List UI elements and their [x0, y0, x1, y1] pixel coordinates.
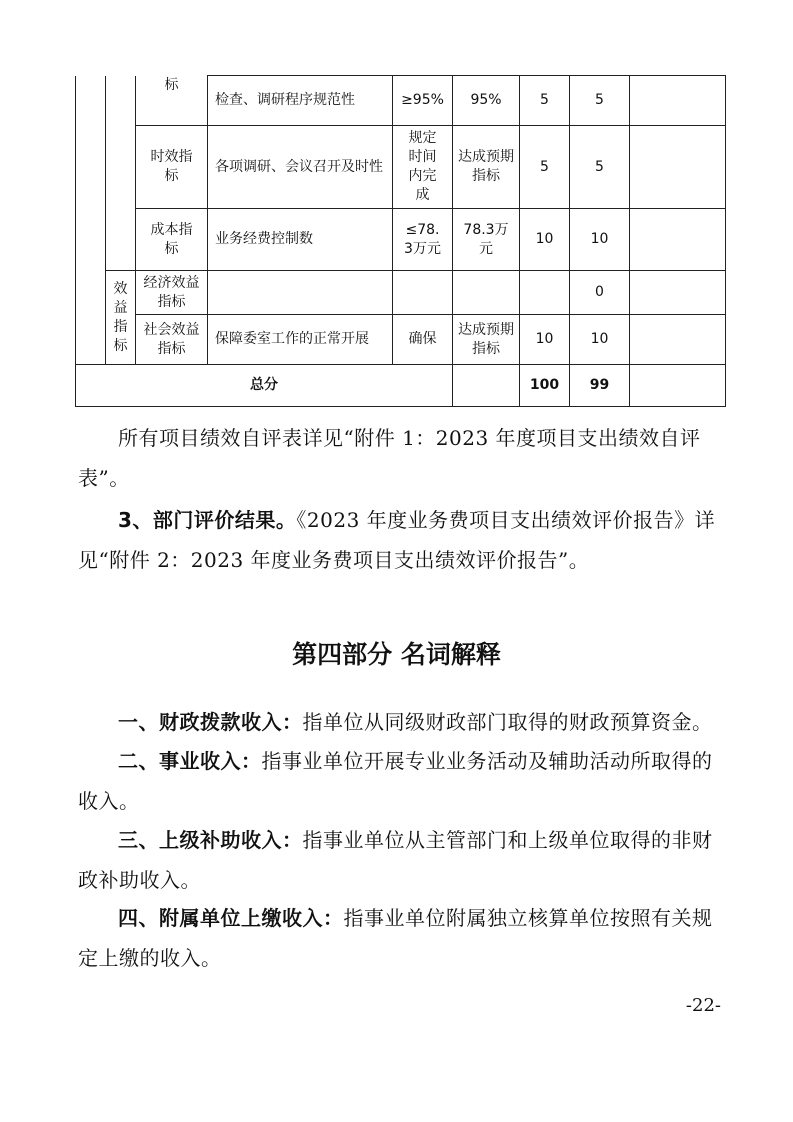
evaluation-result-paragraph	[78, 500, 718, 580]
table-cell	[630, 76, 726, 126]
table-cell: 成本指标	[136, 209, 208, 271]
definition-text: 指事业单位开展专业业务活动及辅助活动所取得的收入。	[78, 749, 713, 813]
total-row	[76, 365, 726, 407]
table-cell: 10	[570, 315, 630, 365]
table-cell	[520, 271, 570, 315]
table-cell: 时效指标	[136, 126, 208, 209]
table-row	[76, 126, 726, 209]
table-row	[76, 315, 726, 365]
table-cell	[630, 126, 726, 209]
table-row	[76, 76, 726, 126]
definition-text: 指事业单位附属独立核算单位按照有关规定上缴的收入。	[78, 906, 713, 970]
definition-text: 指事业单位从主管部门和上级单位取得的非财政补助收入。	[78, 828, 713, 892]
table-cell	[630, 271, 726, 315]
table-cell	[630, 315, 726, 365]
total-label: 总分	[76, 365, 453, 407]
table-cell: 规定时间内完成	[393, 126, 453, 209]
table-cell	[630, 209, 726, 271]
table-cell: ≤78.3万元	[393, 209, 453, 271]
table-row	[76, 209, 726, 271]
table-cell: 5	[520, 126, 570, 209]
table-cell: 业务经费控制数	[208, 209, 393, 271]
table-row	[76, 271, 726, 315]
table-cell: 10	[570, 209, 630, 271]
table-cell: 95%	[453, 76, 520, 126]
page-number: -22-	[685, 995, 721, 1016]
table-cell	[393, 271, 453, 315]
table-cell	[76, 76, 106, 365]
definition-text: 指单位从同级财政部门取得的财政预算资金。	[302, 710, 713, 734]
table-cell: ≥95%	[393, 76, 453, 126]
table-cell: 效益指标	[106, 271, 136, 365]
definition-item	[78, 820, 718, 900]
table-cell	[630, 365, 726, 407]
performance-table	[75, 75, 726, 407]
definition-term: 三、上级补助收入：	[118, 828, 303, 852]
table-cell	[453, 271, 520, 315]
definition-term: 二、事业收入：	[118, 749, 262, 773]
table-cell: 5	[570, 76, 630, 126]
table-cell: 10	[520, 209, 570, 271]
table-cell: 标	[136, 76, 208, 126]
definition-item	[78, 741, 718, 821]
table-cell: 经济效益指标	[136, 271, 208, 315]
section-title: 第四部分 名词解释	[292, 640, 501, 669]
attachment-note: 所有项目绩效自评表详见“附件 1：2023 年度项目支出绩效自评表”。	[78, 426, 701, 490]
table-cell	[453, 365, 520, 407]
table-cell	[208, 271, 393, 315]
total-actual-score: 99	[570, 365, 630, 407]
table-cell: 保障委室工作的正常开展	[208, 315, 393, 365]
table-cell: 达成预期指标	[453, 315, 520, 365]
definition-term: 四、附属单位上缴收入：	[118, 906, 344, 930]
table-cell: 10	[520, 315, 570, 365]
definition-item	[78, 702, 718, 742]
table-cell: 5	[570, 126, 630, 209]
table-cell: 检查、调研程序规范性	[208, 76, 393, 126]
table-cell: 5	[520, 76, 570, 126]
table-cell	[106, 76, 136, 271]
table-cell: 0	[570, 271, 630, 315]
definition-item	[78, 898, 718, 978]
table-cell: 确保	[393, 315, 453, 365]
table-cell: 社会效益指标	[136, 315, 208, 365]
table-cell: 达成预期指标	[453, 126, 520, 209]
paragraph-text: 《2023 年度业务费项目支出绩效评价报告》详见“附件 2：2023 年度业务费项目支出绩效评价报告”。	[78, 508, 716, 572]
table-cell: 78.3万元	[453, 209, 520, 271]
table-cell: 各项调研、会议召开及时性	[208, 126, 393, 209]
paragraph-lead: 3、部门评价结果。	[118, 508, 297, 532]
definition-term: 一、财政拨款收入：	[118, 710, 303, 734]
total-target-score: 100	[520, 365, 570, 407]
